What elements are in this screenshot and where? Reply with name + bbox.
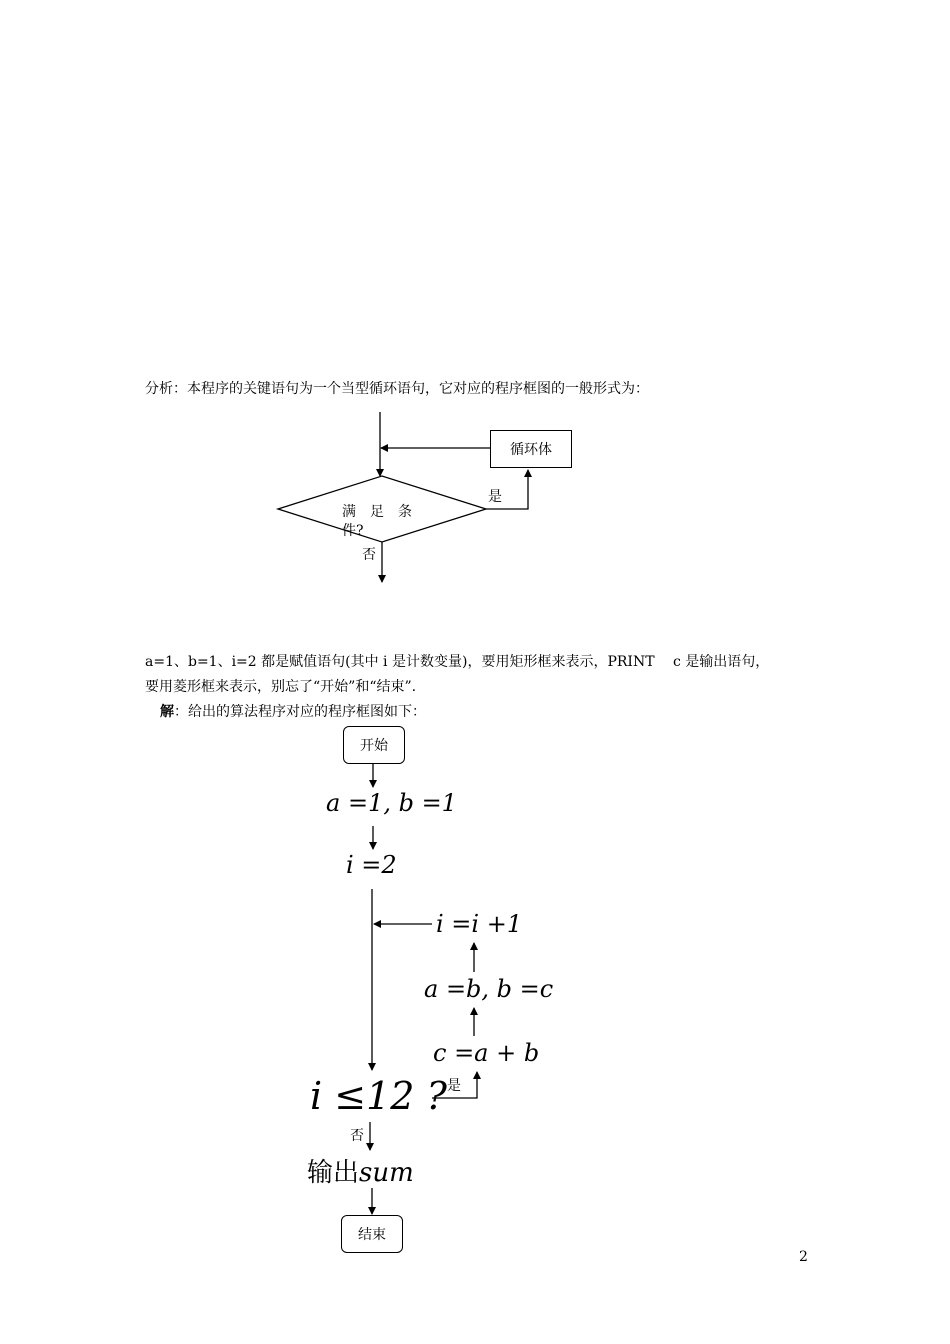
d2-assign-ab: a =1, b =1 (326, 789, 457, 817)
d1-no-label: 否 (362, 547, 376, 563)
d1-condition-line1: 满 足 条 (342, 504, 412, 520)
d2-no-label: 否 (350, 1128, 364, 1144)
d2-condition: i ≤12 ? (310, 1074, 447, 1118)
d2-start-label: 开始 (360, 738, 388, 754)
d1-loop-body-box (490, 430, 572, 468)
d2-assign-i: i =2 (346, 851, 397, 879)
d2-output-var: sum (359, 1158, 414, 1188)
d2-end-label: 结束 (358, 1227, 386, 1243)
d2-yes-label: 是 (447, 1078, 461, 1094)
d1-yes-label: 是 (488, 489, 502, 505)
d1-condition-line2: 件? (342, 523, 364, 539)
d2-start-box (343, 726, 405, 764)
d2-output-prefix: 输出 (307, 1158, 360, 1188)
analysis-line: 分析：本程序的关键语句为一个当型循环语句，它对应的程序框图的一般形式为： (145, 381, 649, 397)
explanation-line2: 要用菱形框来表示，别忘了“开始”和“结束”. (145, 679, 417, 695)
d2-increment: i =i +1 (436, 910, 523, 938)
solution-text: ：给出的算法程序对应的程序框图如下： (174, 704, 426, 720)
d2-output (307, 1152, 414, 1189)
solution-label: 解 (160, 704, 174, 720)
explanation-line1: a=1、b=1、i=2 都是赋值语句(其中 i 是计数变量)，要用矩形框来表示，PRINT c 是输出语句， (145, 654, 770, 670)
d1-loop-body-label: 循环体 (510, 442, 552, 458)
page-number: 2 (799, 1249, 808, 1265)
d2-shift: a =b, b =c (424, 975, 554, 1003)
d2-sum: c =a + b (433, 1039, 540, 1067)
d2-end-box (341, 1215, 403, 1253)
solution-line (160, 701, 426, 721)
